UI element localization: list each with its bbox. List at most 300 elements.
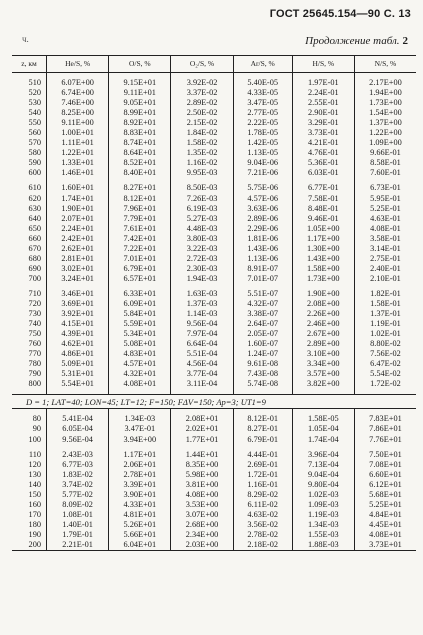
cell-o2: 5.51E-04 <box>171 349 233 359</box>
cell-ar: 8.29E-02 <box>233 490 292 500</box>
table-row <box>12 329 416 339</box>
cell-o: 4.33E+01 <box>109 500 171 510</box>
cell-h: 4.76E-01 <box>292 148 354 158</box>
cell-h: 9.46E-01 <box>292 214 354 224</box>
cell-n: 6.12E+01 <box>354 480 416 490</box>
cell-n: 7.56E-02 <box>354 349 416 359</box>
cell-he: 4.62E+01 <box>47 339 109 349</box>
cell-h: 1.90E+00 <box>292 289 354 299</box>
cell-h: 6.03E-01 <box>292 168 354 178</box>
cell-altitude: 160 <box>28 499 41 509</box>
cell-altitude: 110 <box>28 449 41 459</box>
cell-o: 3.47E-01 <box>109 424 171 434</box>
cell-he: 3.46E+01 <box>47 289 109 299</box>
cell-altitude: 560 <box>28 128 41 138</box>
cell-o2: 6.64E-04 <box>171 339 233 349</box>
table-row <box>12 490 416 500</box>
cell-o2: 4.08E+00 <box>171 490 233 500</box>
cell-o2: 8.50E-03 <box>171 183 233 193</box>
cell-he: 5.31E+01 <box>47 369 109 379</box>
table-row <box>12 88 416 98</box>
table-row <box>12 148 416 158</box>
cell-h: 7.13E-04 <box>292 460 354 470</box>
cell-h: 3.82E+00 <box>292 379 354 389</box>
cell-n: 7.86E+01 <box>354 424 416 434</box>
table-row <box>12 183 416 193</box>
cell-o2: 1.35E-02 <box>171 148 233 158</box>
cell-o: 7.96E+01 <box>109 204 171 214</box>
cell-o: 7.79E+01 <box>109 214 171 224</box>
cell-ar: 5.40E-05 <box>233 78 292 88</box>
cell-o2: 1.37E-03 <box>171 299 233 309</box>
table-row <box>12 435 416 445</box>
cell-o: 8.52E+01 <box>109 158 171 168</box>
cell-he: 4.15E+01 <box>47 319 109 329</box>
cell-ar: 1.42E-05 <box>233 138 292 148</box>
cell-altitude: 120 <box>28 459 41 469</box>
cell-ar: 2.29E-06 <box>233 224 292 234</box>
cell-n: 1.02E-01 <box>354 329 416 339</box>
cell-he: 1.46E+01 <box>47 168 109 178</box>
cell-n: 6.73E-01 <box>354 183 416 193</box>
cell-ar: 7.43E-08 <box>233 369 292 379</box>
cell-he: 3.02E+01 <box>47 264 109 274</box>
table-row <box>12 520 416 530</box>
cell-o2: 1.16E-02 <box>171 158 233 168</box>
cell-ar: 2.22E-05 <box>233 118 292 128</box>
table-row <box>12 158 416 168</box>
document-header: ГОСТ 25645.154—90 С. 13 <box>269 8 411 20</box>
table-row <box>12 470 416 480</box>
cell-altitude: 720 <box>28 298 41 308</box>
cell-o: 8.27E+01 <box>109 183 171 193</box>
cell-o2: 3.77E-04 <box>171 369 233 379</box>
cell-altitude: 650 <box>28 223 41 233</box>
col-header-altitude: z, км <box>12 56 47 73</box>
cell-n: 1.54E+00 <box>354 108 416 118</box>
cell-ar: 2.05E-07 <box>233 329 292 339</box>
cell-he: 6.74E+00 <box>47 88 109 98</box>
cell-o: 4.57E+01 <box>109 359 171 369</box>
table-body <box>12 73 416 551</box>
cell-o: 8.12E+01 <box>109 194 171 204</box>
cell-o: 1.34E-03 <box>109 414 171 424</box>
cell-o2: 2.08E+01 <box>171 414 233 424</box>
cell-o2: 2.68E+00 <box>171 520 233 530</box>
cell-o2: 6.19E-03 <box>171 204 233 214</box>
cell-o: 5.66E+01 <box>109 530 171 540</box>
cell-n: 3.14E-01 <box>354 244 416 254</box>
cell-ar: 1.13E-06 <box>233 254 292 264</box>
table-row <box>12 264 416 274</box>
header-row <box>12 56 416 73</box>
cell-o2: 9.56E-04 <box>171 319 233 329</box>
cell-o2: 1.58E-02 <box>171 138 233 148</box>
table-row <box>12 244 416 254</box>
cell-n: 4.45E+01 <box>354 520 416 530</box>
cell-ar: 6.79E-01 <box>233 435 292 445</box>
cell-o: 2.06E+01 <box>109 460 171 470</box>
cell-n: 4.08E-01 <box>354 224 416 234</box>
cell-o2: 4.56E-04 <box>171 359 233 369</box>
cell-o2: 3.81E+00 <box>171 480 233 490</box>
cell-ar: 4.33E-05 <box>233 88 292 98</box>
col-header-o: O/S, % <box>109 56 171 73</box>
conditions-row <box>12 395 416 409</box>
cell-n: 6.60E+01 <box>354 470 416 480</box>
cell-o2: 3.80E-03 <box>171 234 233 244</box>
cell-o: 6.09E+01 <box>109 299 171 309</box>
cell-h: 4.21E-01 <box>292 138 354 148</box>
cell-n: 1.09E+00 <box>354 138 416 148</box>
table-row <box>12 214 416 224</box>
table-row <box>12 299 416 309</box>
cell-altitude: 740 <box>28 319 41 329</box>
cell-altitude: 790 <box>28 369 41 379</box>
cell-n: 5.25E+01 <box>354 500 416 510</box>
cell-h: 3.96E-04 <box>292 450 354 460</box>
cell-ar: 4.57E-06 <box>233 194 292 204</box>
cell-ar: 1.16E-01 <box>233 480 292 490</box>
margin-mark: ч. <box>22 34 29 44</box>
cell-o2: 5.98E+00 <box>171 470 233 480</box>
cell-ar: 2.64E-07 <box>233 319 292 329</box>
cell-he: 1.79E-01 <box>47 530 109 540</box>
cell-altitude: 710 <box>28 288 41 298</box>
cell-he: 4.86E+01 <box>47 349 109 359</box>
cell-o2: 2.15E-02 <box>171 118 233 128</box>
cell-h: 1.74E-04 <box>292 435 354 445</box>
cell-h: 2.08E+00 <box>292 299 354 309</box>
table-row <box>12 194 416 204</box>
conditions-note: D = 1; LAT=40; LON=45; LT=12; F=150; FΔV=150; Ap=3; UT1=9 <box>12 395 416 409</box>
cell-o2: 1.94E-03 <box>171 274 233 284</box>
cell-n: 1.58E-01 <box>354 299 416 309</box>
cell-o2: 1.84E-02 <box>171 128 233 138</box>
cell-n: 1.82E-01 <box>354 289 416 299</box>
cell-altitude: 610 <box>28 183 41 193</box>
cell-altitude: 690 <box>28 263 41 273</box>
cell-o2: 3.07E+00 <box>171 510 233 520</box>
cell-ar: 1.81E-06 <box>233 234 292 244</box>
cell-n: 2.40E-01 <box>354 264 416 274</box>
cell-altitude: 780 <box>28 359 41 369</box>
table-row <box>12 450 416 460</box>
cell-ar: 3.56E-02 <box>233 520 292 530</box>
cell-o: 4.81E+01 <box>109 510 171 520</box>
cell-ar: 1.13E-05 <box>233 148 292 158</box>
cell-h: 2.67E+00 <box>292 329 354 339</box>
table-row <box>12 460 416 470</box>
cell-altitude: 620 <box>28 193 41 203</box>
cell-h: 3.57E+00 <box>292 369 354 379</box>
cell-h: 2.55E-01 <box>292 98 354 108</box>
cell-ar: 5.74E-08 <box>233 379 292 389</box>
table-row <box>12 319 416 329</box>
table-row <box>12 359 416 369</box>
cell-o2: 1.63E-03 <box>171 289 233 299</box>
cell-ar: 2.78E-02 <box>233 530 292 540</box>
cell-n: 3.73E+01 <box>354 540 416 551</box>
cell-ar: 2.77E-05 <box>233 108 292 118</box>
table-row <box>12 168 416 178</box>
cell-ar: 4.44E-01 <box>233 450 292 460</box>
cell-h: 9.04E-04 <box>292 470 354 480</box>
cell-h: 9.80E-04 <box>292 480 354 490</box>
table-row <box>12 309 416 319</box>
cell-h: 1.97E-01 <box>292 78 354 88</box>
cell-o: 7.22E+01 <box>109 244 171 254</box>
cell-he: 1.60E+01 <box>47 183 109 193</box>
cell-o: 7.01E+01 <box>109 254 171 264</box>
cell-o: 2.78E+01 <box>109 470 171 480</box>
table-row <box>12 510 416 520</box>
cell-he: 3.69E+01 <box>47 299 109 309</box>
cell-n: 1.22E+00 <box>354 128 416 138</box>
cell-n: 9.66E-01 <box>354 148 416 158</box>
cell-o: 9.05E+01 <box>109 98 171 108</box>
col-header-n: N/S, % <box>354 56 416 73</box>
cell-n: 5.68E+01 <box>354 490 416 500</box>
cell-h: 1.02E-03 <box>292 490 354 500</box>
cell-o2: 2.50E-02 <box>171 108 233 118</box>
cell-ar: 8.91E-07 <box>233 264 292 274</box>
table-row <box>12 254 416 264</box>
cell-o2: 8.35E+00 <box>171 460 233 470</box>
cell-h: 1.34E-03 <box>292 520 354 530</box>
cell-he: 1.90E+01 <box>47 204 109 214</box>
cell-o2: 3.22E-03 <box>171 244 233 254</box>
cell-h: 2.46E+00 <box>292 319 354 329</box>
cell-ar: 3.38E-07 <box>233 309 292 319</box>
cell-ar: 2.89E-06 <box>233 214 292 224</box>
table-row <box>12 500 416 510</box>
cell-n: 7.83E+01 <box>354 414 416 424</box>
cell-he: 2.81E+01 <box>47 254 109 264</box>
cell-he: 6.05E-04 <box>47 424 109 434</box>
cell-altitude: 730 <box>28 309 41 319</box>
cell-he: 8.09E-02 <box>47 500 109 510</box>
composition-table <box>12 55 416 551</box>
cell-h: 3.29E-01 <box>292 118 354 128</box>
continuation-text: Продолжение табл. <box>305 35 400 47</box>
table-row <box>12 540 416 551</box>
cell-o: 4.08E+01 <box>109 379 171 389</box>
cell-o: 6.57E+01 <box>109 274 171 284</box>
cell-he: 4.39E+01 <box>47 329 109 339</box>
cell-ar: 3.47E-05 <box>233 98 292 108</box>
cell-o: 5.59E+01 <box>109 319 171 329</box>
table-row <box>12 78 416 88</box>
cell-n: 1.94E+00 <box>354 88 416 98</box>
cell-he: 2.42E+01 <box>47 234 109 244</box>
cell-o2: 2.02E+01 <box>171 424 233 434</box>
cell-altitude: 670 <box>28 243 41 253</box>
cell-o2: 3.53E+00 <box>171 500 233 510</box>
cell-h: 1.58E-05 <box>292 414 354 424</box>
cell-o: 5.84E+01 <box>109 309 171 319</box>
cell-h: 5.36E-01 <box>292 158 354 168</box>
cell-o: 6.33E+01 <box>109 289 171 299</box>
cell-ar: 1.60E-07 <box>233 339 292 349</box>
cell-h: 1.05E-04 <box>292 424 354 434</box>
cell-altitude: 520 <box>28 88 41 98</box>
cell-altitude: 570 <box>28 138 41 148</box>
table-row <box>12 224 416 234</box>
col-header-h: H/S, % <box>292 56 354 73</box>
cell-he: 2.62E+01 <box>47 244 109 254</box>
cell-o: 6.04E+01 <box>109 540 171 551</box>
cell-altitude: 640 <box>28 213 41 223</box>
cell-n: 8.58E-01 <box>354 158 416 168</box>
cell-o2: 3.37E-02 <box>171 88 233 98</box>
cell-o: 8.40E+01 <box>109 168 171 178</box>
cell-altitude: 800 <box>28 379 41 389</box>
cell-altitude: 600 <box>28 168 41 178</box>
cell-h: 1.55E-03 <box>292 530 354 540</box>
cell-ar: 1.43E-06 <box>233 244 292 254</box>
cell-h: 3.10E+00 <box>292 349 354 359</box>
cell-n: 1.37E+00 <box>354 118 416 128</box>
table-row <box>12 274 416 284</box>
cell-he: 2.43E-03 <box>47 450 109 460</box>
cell-n: 1.37E-01 <box>354 309 416 319</box>
cell-altitude: 770 <box>28 349 41 359</box>
cell-h: 1.43E+00 <box>292 254 354 264</box>
cell-h: 1.05E+00 <box>292 224 354 234</box>
table-row <box>12 128 416 138</box>
table-row <box>12 108 416 118</box>
table-row <box>12 414 416 424</box>
cell-h: 2.89E+00 <box>292 339 354 349</box>
cell-altitude: 530 <box>28 98 41 108</box>
cell-n: 8.80E-02 <box>354 339 416 349</box>
cell-he: 1.08E-01 <box>47 510 109 520</box>
cell-o2: 7.26E-03 <box>171 194 233 204</box>
cell-he: 1.74E+01 <box>47 194 109 204</box>
cell-o: 7.61E+01 <box>109 224 171 234</box>
cell-he: 1.33E+01 <box>47 158 109 168</box>
cell-ar: 4.32E-07 <box>233 299 292 309</box>
cell-he: 3.74E-02 <box>47 480 109 490</box>
cell-ar: 2.18E-02 <box>233 540 292 551</box>
table-row <box>12 118 416 128</box>
cell-ar: 1.24E-07 <box>233 349 292 359</box>
cell-o: 9.15E+01 <box>109 78 171 88</box>
table-row <box>12 138 416 148</box>
cell-o: 1.17E+01 <box>109 450 171 460</box>
cell-n: 7.08E+01 <box>354 460 416 470</box>
cell-o2: 3.11E-04 <box>171 379 233 389</box>
cell-h: 3.73E-01 <box>292 128 354 138</box>
cell-h: 1.19E-03 <box>292 510 354 520</box>
cell-he: 6.07E+00 <box>47 78 109 88</box>
cell-h: 2.90E-01 <box>292 108 354 118</box>
cell-altitude: 140 <box>28 479 41 489</box>
cell-h: 2.26E+00 <box>292 309 354 319</box>
table-row <box>12 530 416 540</box>
cell-ar: 6.11E-02 <box>233 500 292 510</box>
cell-ar: 5.75E-06 <box>233 183 292 193</box>
cell-n: 5.25E-01 <box>354 204 416 214</box>
cell-o: 3.39E+01 <box>109 480 171 490</box>
cell-o: 5.26E+01 <box>109 520 171 530</box>
cell-o: 4.32E+01 <box>109 369 171 379</box>
cell-altitude: 100 <box>28 434 41 444</box>
cell-ar: 4.63E-02 <box>233 510 292 520</box>
table-row <box>12 379 416 389</box>
table-continuation-label <box>305 35 408 47</box>
cell-ar: 9.04E-06 <box>233 158 292 168</box>
cell-n: 4.63E-01 <box>354 214 416 224</box>
col-header-ar: Ar/S, % <box>233 56 292 73</box>
cell-n: 2.17E+00 <box>354 78 416 88</box>
cell-he: 2.07E+01 <box>47 214 109 224</box>
cell-altitude: 750 <box>28 329 41 339</box>
table-row <box>12 98 416 108</box>
cell-n: 6.47E-02 <box>354 359 416 369</box>
cell-altitude: 80 <box>32 414 41 424</box>
cell-o: 5.34E+01 <box>109 329 171 339</box>
table-row <box>12 234 416 244</box>
cell-ar: 5.51E-07 <box>233 289 292 299</box>
cell-altitude: 90 <box>32 424 41 434</box>
cell-ar: 8.12E-01 <box>233 414 292 424</box>
cell-ar: 1.72E-01 <box>233 470 292 480</box>
cell-ar: 8.27E-01 <box>233 424 292 434</box>
table-row <box>12 424 416 434</box>
cell-he: 9.56E-04 <box>47 435 109 445</box>
cell-n: 1.19E-01 <box>354 319 416 329</box>
cell-altitude: 200 <box>12 540 47 551</box>
cell-o2: 1.14E-03 <box>171 309 233 319</box>
cell-altitude: 630 <box>28 203 41 213</box>
cell-h: 1.30E+00 <box>292 244 354 254</box>
cell-o2: 2.72E-03 <box>171 254 233 264</box>
cell-ar: 7.01E-07 <box>233 274 292 284</box>
cell-o2: 2.03E+00 <box>171 540 233 551</box>
cell-n: 7.76E+01 <box>354 435 416 445</box>
cell-he: 3.92E+01 <box>47 309 109 319</box>
cell-n: 4.84E+01 <box>354 510 416 520</box>
cell-he: 5.54E+01 <box>47 379 109 389</box>
cell-o2: 2.89E-02 <box>171 98 233 108</box>
cell-altitude: 170 <box>28 509 41 519</box>
cell-altitude: 550 <box>28 118 41 128</box>
cell-h: 3.34E+00 <box>292 359 354 369</box>
cell-altitude: 190 <box>28 529 41 539</box>
cell-he: 5.09E+01 <box>47 359 109 369</box>
cell-o: 8.64E+01 <box>109 148 171 158</box>
table-row <box>12 204 416 214</box>
cell-o2: 9.95E-03 <box>171 168 233 178</box>
cell-ar: 9.61E-08 <box>233 359 292 369</box>
cell-n: 3.58E-01 <box>354 234 416 244</box>
cell-altitude: 760 <box>28 339 41 349</box>
cell-he: 8.25E+00 <box>47 108 109 118</box>
cell-o2: 1.44E+01 <box>171 450 233 460</box>
cell-he: 5.77E-02 <box>47 490 109 500</box>
cell-n: 1.73E+00 <box>354 98 416 108</box>
table-row <box>12 480 416 490</box>
cell-altitude: 510 <box>28 78 41 87</box>
cell-altitude: 590 <box>28 158 41 168</box>
col-header-he: He/S, % <box>47 56 109 73</box>
cell-he: 1.40E-01 <box>47 520 109 530</box>
cell-ar: 1.78E-05 <box>233 128 292 138</box>
cell-he: 2.24E+01 <box>47 224 109 234</box>
cell-h: 1.09E-03 <box>292 500 354 510</box>
